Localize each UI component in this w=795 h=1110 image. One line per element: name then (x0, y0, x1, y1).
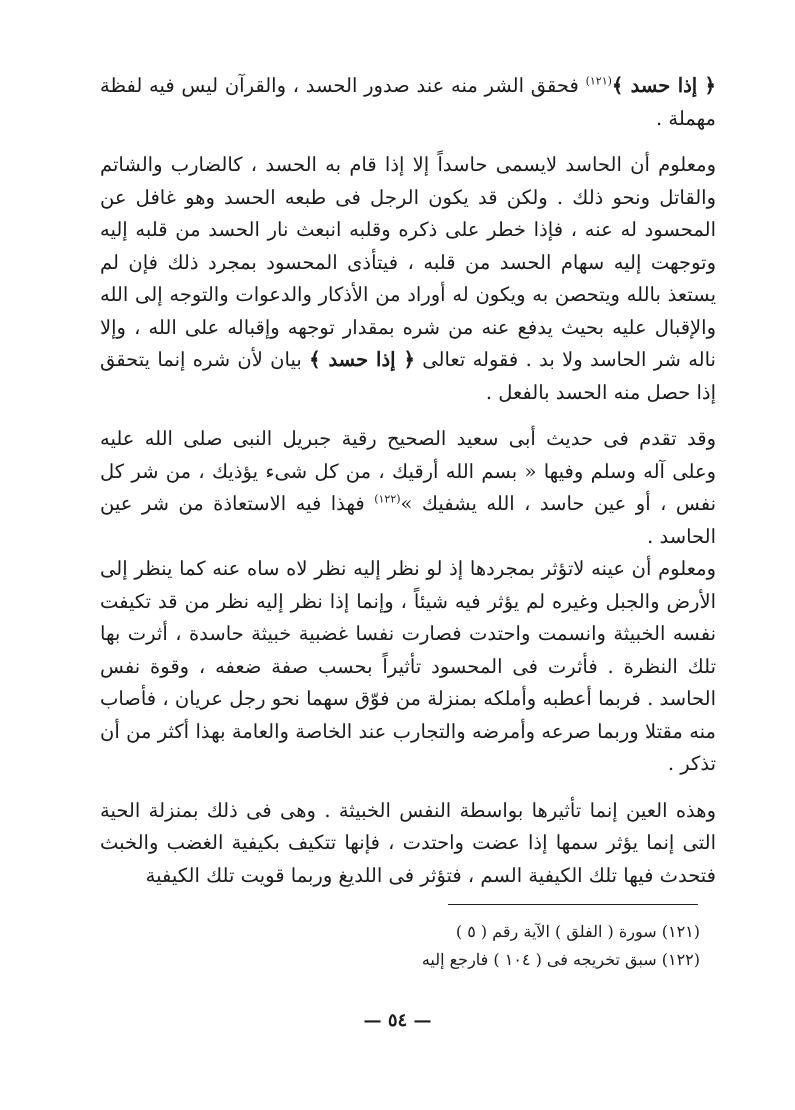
paragraph-5 (100, 795, 716, 893)
paragraph-4 (100, 553, 716, 781)
footnote-ref-122[interactable]: (١٢٢) (374, 492, 401, 506)
footnote-121: (١٢١) سورة ( الفلق ) الآية رقم ( ٥ ) (455, 922, 700, 941)
quran-quote: ﴿ إذا حسد ﴾ (611, 74, 716, 97)
paragraph-1-text: فحقق الشر منه عند صدور الحسد ، والقرآن ليس فيه لفظة مهملة . (100, 74, 716, 130)
page-body (100, 70, 716, 892)
paragraph-2-text: ومعلوم أن الحاسد لايسمى حاسداً إلا إذا قام به الحسد ، كالضارب والشاتم والقاتل ونحو ذلك . ولكن قد يكون الرجل فى طبعه الحسد وهو غافل عن المحسود له عنه ، فإذا خطر على ذكره وقلبه انبعث نار الحسد من قلبه إليه وتوجهت إليه سهام الحسد من قلبه ، فيتأذى المحسود بمجرد ذلك فإن لم يستعذ بالله ويتحصن به ويكون له أوراد من الأذكار والدعوات والتوجه إلى الله والإقبال عليه بحيث يدفع عنه من شره بمقدار توجهه وإقباله على الله ، وإلا ناله شر الحاسد ولا بد . (100, 153, 716, 371)
paragraph-2 (100, 149, 716, 409)
page-number: — ٥٤ — (363, 1010, 432, 1031)
paragraph-2-tail-post: بيان لأن شره إنما يتحقق إذا حصل منه الحسد بالفعل . (100, 348, 716, 404)
quran-quote-inline: ﴿ إذا حسد ﴾ (309, 348, 415, 371)
paragraph-3 (100, 423, 716, 553)
paragraph-2-tail-pre: فقوله تعالى (414, 348, 526, 371)
paragraph-3-tail: فهذا فيه الاستعاذة من شر عين الحاسد . (100, 492, 716, 548)
paragraph-4-text: ومعلوم أن عينه لاتؤثر بمجردها إذ لو نظر إليه نظر لاه ساه عنه كما ينظر إلى الأرض والجبل وغيره لم يؤثر فيه شيئاً ، وإنما إذا نظر إليه نظر من قد تكيفت نفسه الخبيثة وانسمت واحتدت فصارت نفسا غضبية خبيثة حاسدة ، أثرت بها تلك النظرة . فأثرت فى المحسود تأثيراً بحسب صفة ضعفه ، وقوة نفس الحاسد . فربما أعطبه وأملكه بمنزلة من فوّق سهما نحو رجل عريان ، فأصاب منه مقتلا وربما صرعه وأمرضه والتجارب عند الخاصة والعامة بهذا أكثر من أن تذكر . (100, 557, 716, 775)
footnote-122: (١٢٢) سبق تخريجه فى ( ١٠٤ ) فارجع إليه (421, 950, 700, 969)
footnotes (360, 918, 700, 974)
footnote-divider (448, 904, 698, 905)
paragraph-5-text: وهذه العين إنما تأثيرها بواسطة النفس الخبيثة . وهى فى ذلك بمنزلة الحية التى إنما يؤثر سمها إذا عضت واحتدت ، فإنها تتكيف بكيفية الغضب والخبث فتحدث فيها تلك الكيفية السم ، فتؤثر فى اللديغ وربما قويت تلك الكيفية (100, 798, 716, 887)
footnote-ref-121[interactable]: (١٢١) (585, 74, 612, 88)
paragraph-1 (100, 70, 716, 135)
paragraph-3-text: وقد تقدم فى حديث أبى سعيد الصحيح رقية جبريل النبى صلى الله عليه وعلى آله وسلم وفيها « بسم الله أرقيك ، من كل شىء يؤذيك ، من شر كل نفس ، أو عين حاسد ، الله يشفيك » (100, 427, 716, 515)
